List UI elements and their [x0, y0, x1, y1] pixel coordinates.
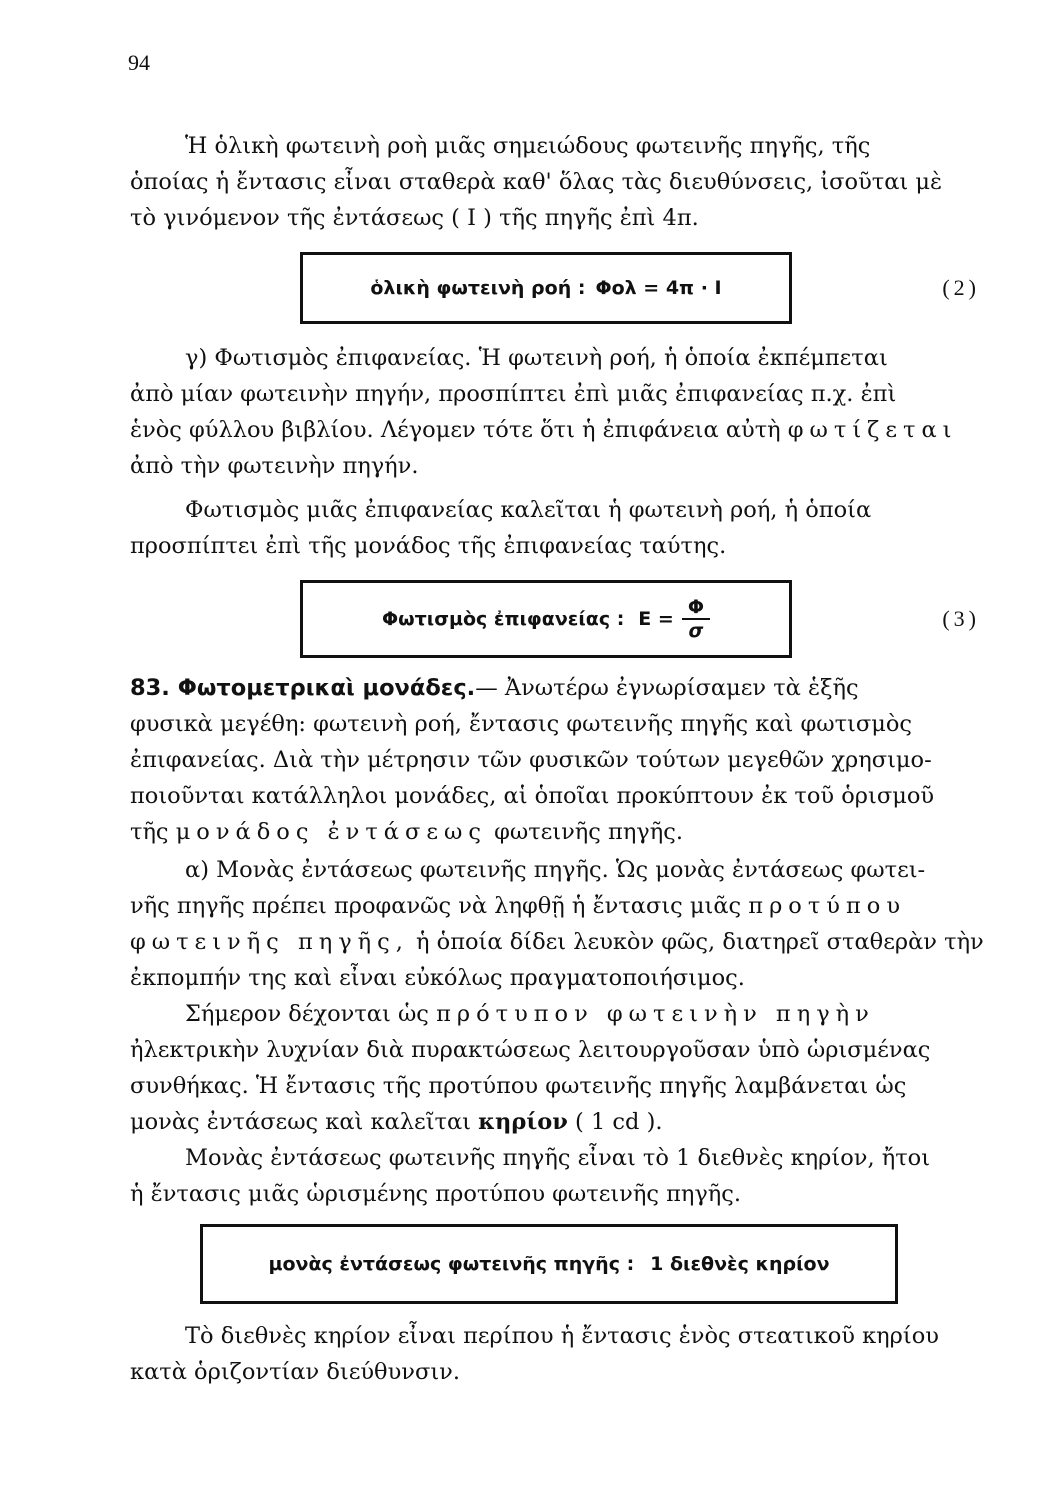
unit-text: ( 1 cd ).	[575, 1109, 663, 1135]
formula-row-2	[300, 252, 1000, 324]
spaced-phrase: φωτεινῆς πηγῆς,	[130, 929, 409, 955]
text-line: Φωτισμὸς μιᾶς ἐπιφανείας καλεῖται ἡ φωτεινὴ ροή, ἡ ὁποία	[185, 497, 872, 523]
text-segment: — Ἀνωτέρω ἐγνωρίσαμεν τὰ ἑξῆς	[475, 675, 859, 701]
bold-term: κηρίον	[478, 1109, 568, 1135]
text-line	[130, 924, 990, 960]
section-photometric-units	[130, 670, 990, 850]
paragraph-intensity-unit	[130, 852, 990, 996]
fraction-numerator: Φ	[682, 596, 710, 620]
formula-expression: Φολ = 4π · I	[595, 277, 722, 299]
text-line	[130, 814, 990, 850]
formula-label: Φωτισμὸς ἐπιφανείας :	[382, 608, 625, 630]
text-line: Ἡ ὁλικὴ φωτεινὴ ροὴ μιᾶς σημειώδους φωτεινῆς πηγῆς, τῆς	[185, 133, 871, 159]
paragraph-standard-source	[130, 996, 990, 1140]
text-line	[130, 888, 990, 924]
text-line: ἡ ἔντασις μιᾶς ὡρισμένης προτύπου φωτεινῆς πηγῆς.	[130, 1181, 742, 1207]
paragraph-candela-definition	[130, 1140, 990, 1212]
text-line: ἠλεκτρικὴν λυχνίαν διὰ πυρακτώσεως λειτουργοῦσαν ὑπὸ ὡρισμένας	[130, 1037, 931, 1063]
fraction-denominator: σ	[688, 620, 704, 642]
text-segment: φωτεινῆς πηγῆς.	[494, 819, 683, 845]
paragraph-illuminance-definition	[130, 492, 990, 564]
text-line: προσπίπτει ἐπὶ τῆς μονάδος τῆς ἐπιφανείας ταύτης.	[130, 533, 727, 559]
text-line: ἐπιφανείας. Διὰ τὴν μέτρησιν τῶν φυσικῶν τούτων μεγεθῶν χρησιμο-	[130, 747, 932, 773]
equation-number: (3)	[942, 606, 980, 631]
formula-row-3	[300, 580, 1000, 658]
text-line	[130, 996, 990, 1032]
text-segment: νῆς πηγῆς πρέπει προφανῶς νὰ ληφθῇ ἡ ἔντασις μιᾶς	[130, 893, 742, 919]
text-segment: τῆς	[130, 819, 169, 845]
text-line: γ) Φωτισμὸς ἐπιφανείας. Ἡ φωτεινὴ ροή, ἡ ὁποία ἐκπέμπεται	[185, 345, 888, 371]
text-line: ὁποίας ἡ ἔντασις εἶναι σταθερὰ καθ' ὅλας τὰς διευθύνσεις, ἰσοῦται μὲ	[130, 169, 943, 195]
text-line: Μονὰς ἐντάσεως φωτεινῆς πηγῆς εἶναι τὸ 1 διεθνὲς κηρίον, ἤτοι	[185, 1145, 931, 1171]
formula-row-4	[200, 1224, 900, 1304]
spaced-phrase: πρότυπον φωτεινὴν πηγὴν	[436, 1001, 875, 1027]
text-segment: Σήμερον δέχονται ὡς	[185, 1001, 429, 1027]
section-heading: 83. Φωτομετρικαὶ μονάδες.	[130, 675, 476, 701]
text-line: Τὸ διεθνὲς κηρίον εἶναι περίπου ἡ ἔντασις ἑνὸς στεατικοῦ κηρίου	[185, 1323, 939, 1349]
text-line: φυσικὰ μεγέθη: φωτεινὴ ροή, ἔντασις φωτεινῆς πηγῆς καὶ φωτισμὸς	[130, 711, 913, 737]
formula-label: ὁλικὴ φωτεινὴ ροή :	[370, 277, 586, 299]
text-line: τὸ γινόμενον τῆς ἐντάσεως ( I ) τῆς πηγῆς ἐπὶ 4π.	[130, 205, 699, 231]
formula-box-total-flux	[300, 252, 792, 324]
text-line: α) Μονὰς ἐντάσεως φωτεινῆς πηγῆς. Ὡς μονὰς ἐντάσεως φωτει-	[185, 857, 926, 883]
formula-label: μονὰς ἐντάσεως φωτεινῆς πηγῆς :	[268, 1253, 635, 1275]
text-line	[130, 412, 990, 448]
text-segment: ἡ ὁποία δίδει λευκὸν φῶς, διατηρεῖ σταθερὰν τὴν	[416, 929, 984, 955]
formula-value: 1 διεθνὲς κηρίον	[650, 1253, 830, 1275]
spaced-word: προτύπου	[748, 893, 906, 919]
paragraph-illuminance-intro	[130, 340, 990, 484]
formula-box-illuminance	[300, 580, 792, 658]
text-line: ποιοῦνται κατάλληλοι μονάδες, αἱ ὁποῖαι προκύπτουν ἐκ τοῦ ὁρισμοῦ	[130, 783, 935, 809]
text-line: ἐκπομπήν της καὶ εἶναι εὐκόλως πραγματοποιήσιμος.	[130, 965, 745, 991]
formula-box-candela	[200, 1224, 898, 1304]
equation-number: (2)	[942, 275, 980, 300]
text-line: συνθήκας. Ἡ ἔντασις τῆς προτύπου φωτεινῆς πηγῆς λαμβάνεται ὡς	[130, 1073, 907, 1099]
page-number: 94	[128, 50, 150, 75]
text-line: κατὰ ὁριζοντίαν διεύθυνσιν.	[130, 1359, 460, 1385]
spaced-phrase: μονάδος ἐντάσεως	[175, 819, 487, 845]
text-segment: μονὰς ἐντάσεως καὶ καλεῖται	[130, 1109, 471, 1135]
text-line	[130, 670, 990, 706]
text-line	[130, 1104, 990, 1140]
paragraph-candle-comparison	[130, 1318, 990, 1390]
spaced-word: φωτίζεται	[787, 417, 958, 443]
text-line: ἀπὸ μίαν φωτεινὴν πηγήν, προσπίπτει ἐπὶ μιᾶς ἐπιφανείας π.χ. ἐπὶ	[130, 381, 897, 407]
formula-lhs: E =	[638, 608, 674, 630]
text-line: ἀπὸ τὴν φωτεινὴν πηγήν.	[130, 453, 419, 479]
text-segment: ἑνὸς φύλλου βιβλίου. Λέγομεν τότε ὅτι ἡ ἐπιφάνεια αὐτὴ	[130, 417, 781, 443]
fraction	[682, 596, 710, 642]
paragraph-total-flux	[130, 128, 990, 236]
